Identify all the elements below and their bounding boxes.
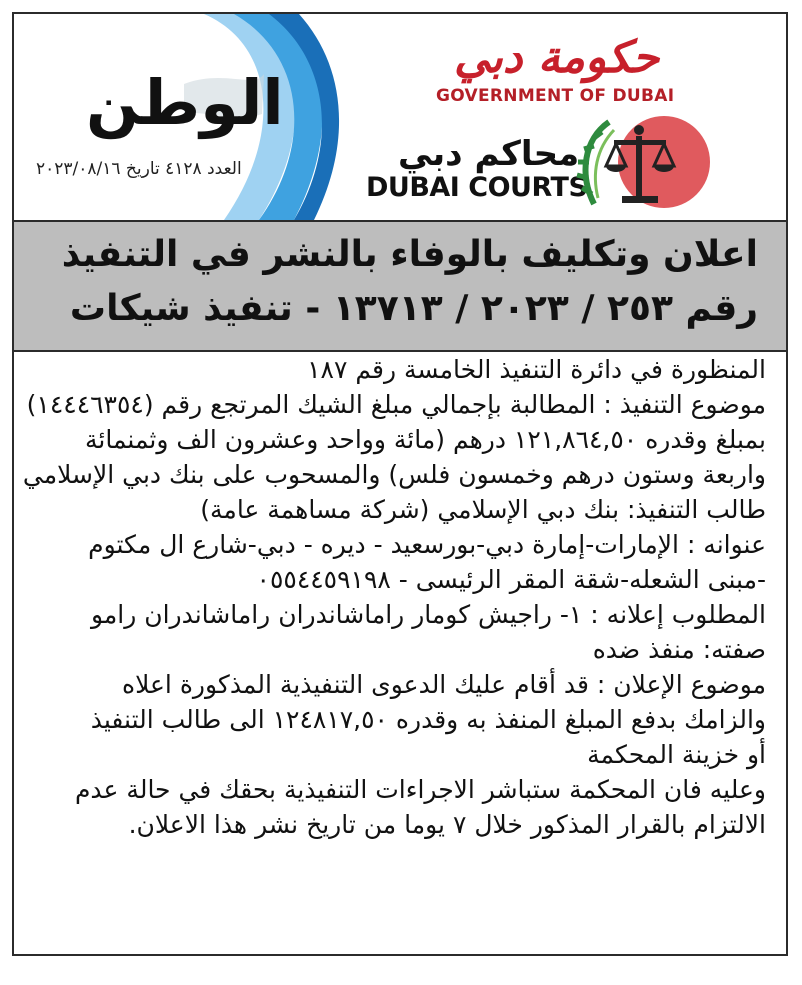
gov-english-logo: GOVERNMENT OF DUBAI: [436, 86, 675, 106]
courts-english-title: DUBAI COURTS: [366, 172, 588, 203]
body-line: واربعة وستون درهم وخمسون فلس) والمسحوب على بنك دبي الإسلامي: [22, 460, 766, 489]
body-line: الالتزام بالقرار المذكور خلال ٧ يوما من تاريخ نشر هذا الاعلان.: [128, 810, 766, 839]
body-line: عنوانه : الإمارات-إمارة دبي-بورسعيد - ديره - دبي-شارع ال مكتوم: [88, 530, 766, 559]
issue-line: العدد ٤١٢٨ تاريخ ٢٠٢٣/٠٨/١٦: [36, 159, 242, 179]
body-line: والزامك بدفع المبلغ المنفذ به وقدره ١٢٤٨١٧,٥٠ الى طالب التنفيذ: [90, 705, 766, 734]
gov-arabic-logo: حكومة دبي: [454, 32, 660, 83]
courts-arabic-title: محاكم دبي: [398, 134, 580, 174]
body-line: صفته: منفذ ضده: [592, 635, 766, 664]
body-line: -مبنى الشعله-شقة المقر الرئيسى - ٠٥٥٤٤٥٩١٩٨: [256, 565, 766, 594]
body-line: المنظورة في دائرة التنفيذ الخامسة رقم ١٨٧: [307, 355, 766, 384]
body-line: أو خزينة المحكمة: [587, 740, 766, 769]
body-line: موضوع التنفيذ : المطالبة بإجمالي مبلغ الشيك المرتجع رقم (١٤٤٤٦٣٥٤): [26, 390, 766, 419]
header: [14, 14, 786, 222]
body-line: طالب التنفيذ: بنك دبي الإسلامي (شركة مساهمة عامة): [200, 495, 766, 524]
announcement-frame: [12, 12, 788, 956]
title-line-2: رقم ٢٥٣ / ٢٠٢٣ / ١٣٧١٣ - تنفيذ شيكات: [69, 288, 758, 329]
body-line: بمبلغ وقدره ١٢١,٨٦٤,٥٠ درهم (مائة وواحد وعشرون الف وثمنمائة: [85, 425, 766, 454]
dubai-courts-emblem-icon: [574, 114, 714, 214]
announcement-body: [14, 352, 786, 842]
title-band: [14, 222, 786, 352]
body-line: وعليه فان المحكمة ستباشر الاجراءات التنفيذية بحقك في حالة عدم: [74, 775, 766, 804]
newspaper-name: الوطن: [86, 66, 284, 139]
title-line-1: اعلان وتكليف بالوفاء بالنشر في التنفيذ: [61, 234, 758, 275]
body-line: المطلوب إعلانه : ١- راجيش كومار راماشاندران راماشاندران رامو: [90, 600, 766, 629]
body-line: موضوع الإعلان : قد أقام عليك الدعوى التنفيذية المذكورة اعلاه: [122, 670, 766, 699]
